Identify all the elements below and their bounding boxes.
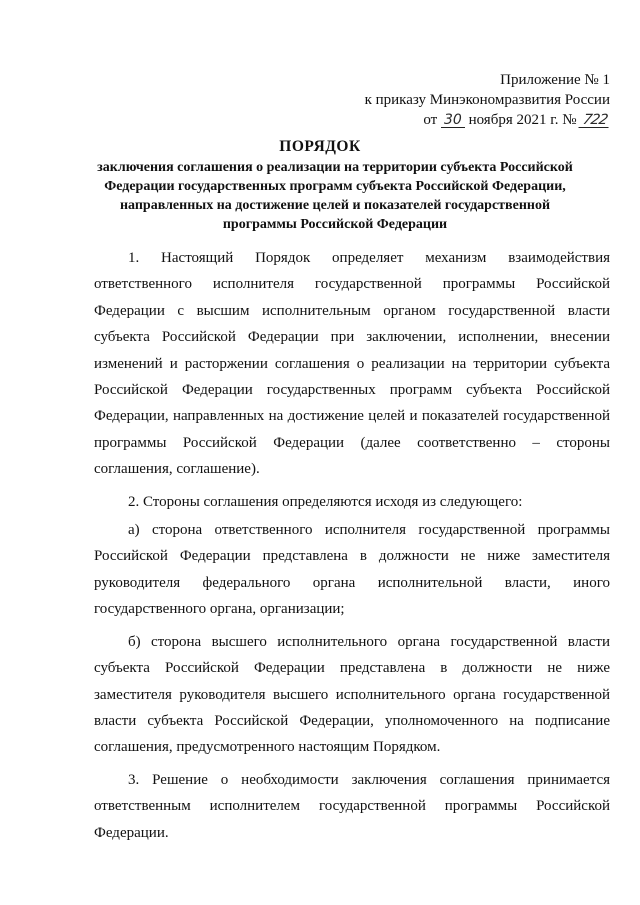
paragraph-3: 3. Решение о необходимости заключения соглашения принимается ответственным исполнителем государственной программы Российской Федерации. bbox=[94, 771, 610, 841]
document-body bbox=[94, 245, 610, 852]
date-rest: ноября 2021 г. № bbox=[468, 112, 577, 128]
appendix-date-line bbox=[365, 110, 610, 130]
paragraph-2b: б) сторона высшего исполнительного органа государственной власти субъекта Российской Федерации представлена в должности не ниже заместителя руководителя высшего исполнительного органа государственной власти субъекта Российской Федерации, уполномоченного на подписание соглашения, предусмотренного настоящим Порядком. bbox=[94, 633, 610, 756]
appendix-header bbox=[365, 70, 610, 130]
document-subtitle: заключения соглашения о реализации на территории субъекта Российской Федерации государственных программ субъекта Российской Федерации, направленных на достижение целей и показателей государственной программы Российской Федерации bbox=[97, 160, 573, 232]
paragraph-2a: а) сторона ответственного исполнителя государственной программы Российской Федерации представлена в должности не ниже заместителя руководителя федерального органа исполнительной власти, иного государственного органа, организации; bbox=[94, 522, 610, 618]
handwritten-day: 30 bbox=[441, 113, 465, 128]
handwritten-order-number: 722 bbox=[579, 113, 612, 128]
paragraph-1: 1. Настоящий Порядок определяет механизм взаимодействия ответственного исполнителя государственной программы Российской Федерации с высшим исполнительным органом государственной власти субъекта Российской Федерации при заключении, исполнении, внесении изменений и расторжении соглашения о реализации на территории субъекта Российской Федерации государственных программ субъекта Российской Федерации, направленных на достижение целей и показателей государственной программы Российской Федерации (далее соответственно – стороны соглашения, соглашение). bbox=[94, 250, 610, 478]
appendix-order-reference: к приказу Минэкономразвития России bbox=[364, 92, 610, 108]
date-prefix: от bbox=[423, 112, 438, 128]
document-title: ПОРЯДОК bbox=[279, 138, 361, 155]
appendix-number: Приложение № 1 bbox=[500, 72, 610, 88]
paragraph-2: 2. Стороны соглашения определяются исходя из следующего: bbox=[128, 493, 523, 510]
